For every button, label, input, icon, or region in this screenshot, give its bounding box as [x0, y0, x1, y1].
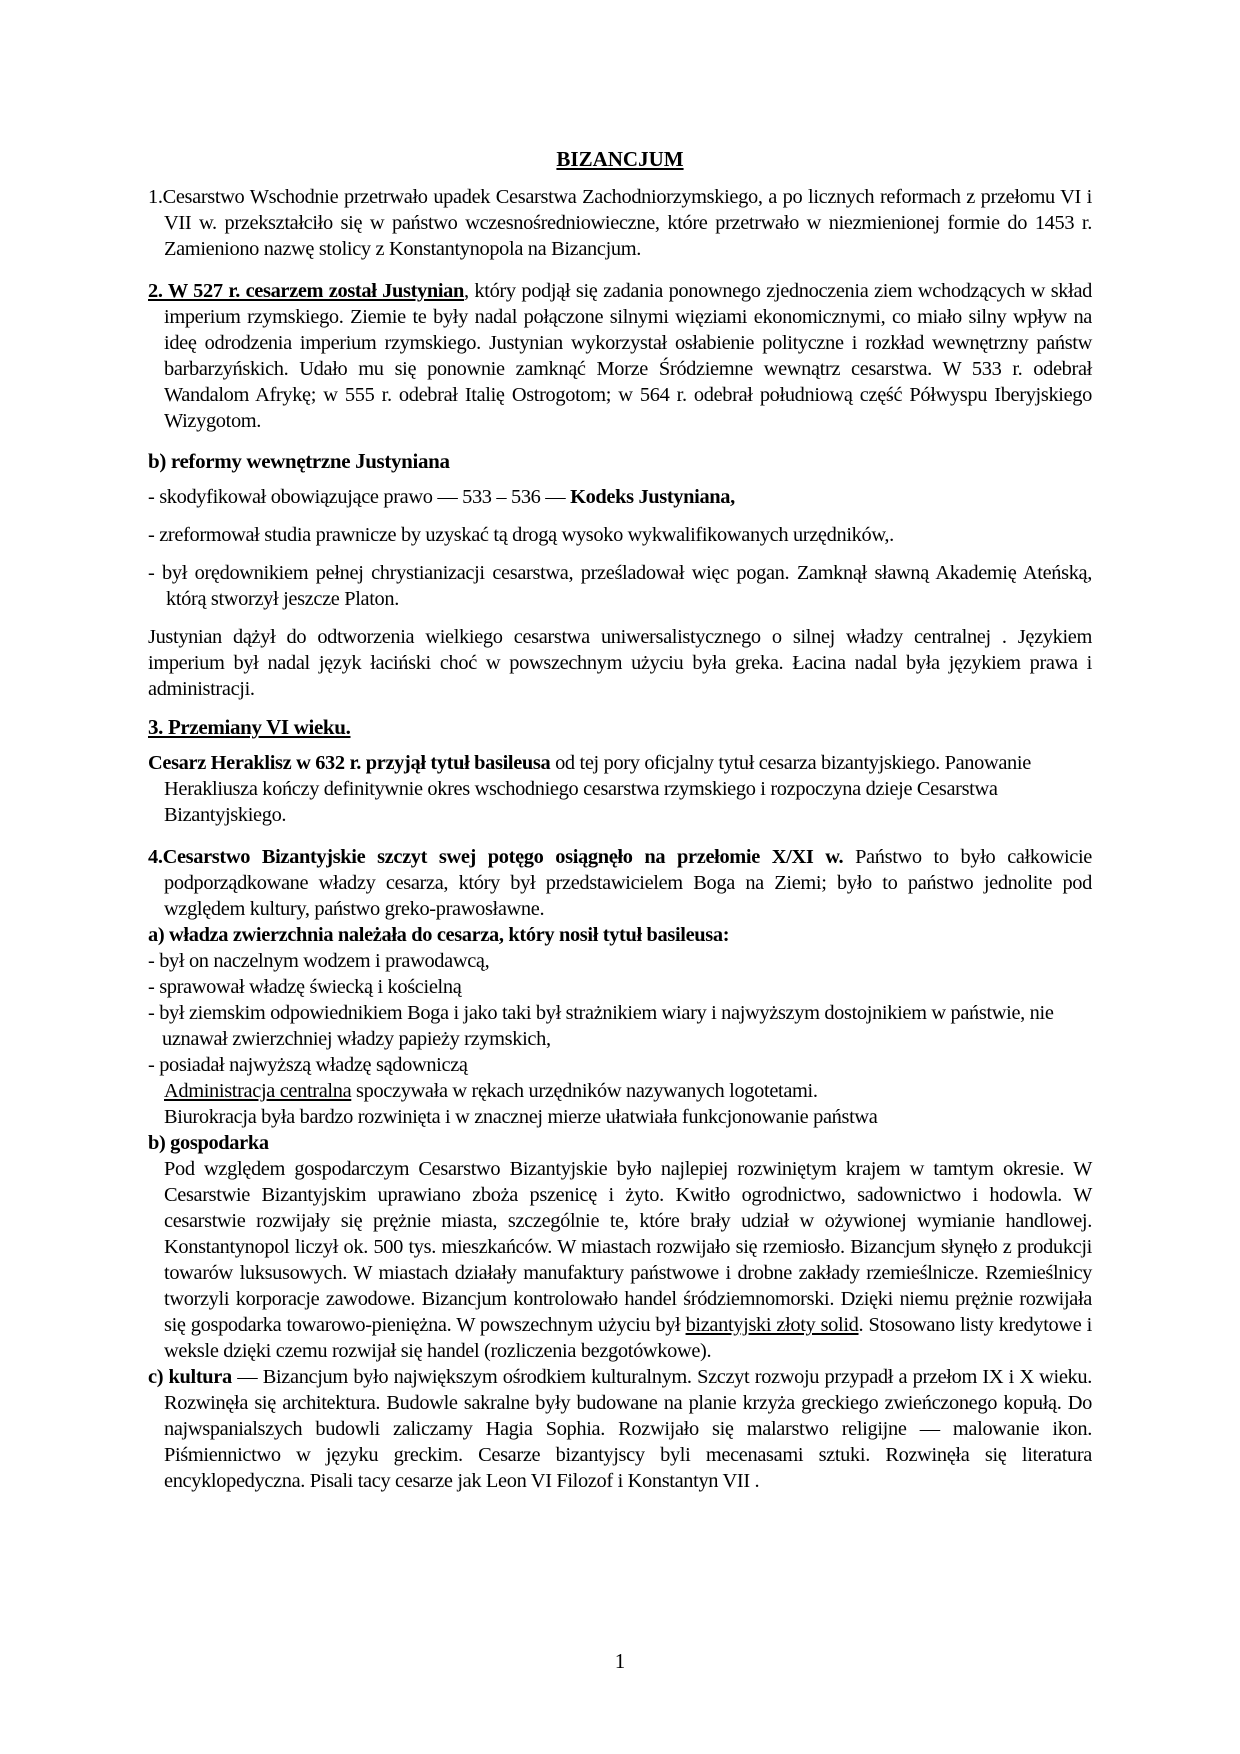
power-item-1: - był on naczelnym wodzem i prawodawcą, — [148, 950, 490, 972]
section-4-text: Państwo to było całkowicie podporządkowane władzy cesarza, który był przedstawicielem Boga na Ziemi; było to państwo jednolite pod względem kultury, państwo greko-prawosławne. — [164, 846, 1093, 920]
reforms-item-2: - zreformował studia prawnicze by uzyskać tą drogą wysoko wykwalifikowanych urzędników,. — [148, 524, 894, 546]
section-3-text: od tej pory oficjalny tytuł cesarza bizantyjskiego. Panowanie Herakliusza kończy definitywnie okres wschodniego cesarstwa rzymskiego i rozpoczyna dzieje Cesarstwa Bizantyjskiego. — [164, 752, 1031, 826]
document-page — [148, 146, 1092, 1494]
reforms-item-1-text: - skodyfikował obowiązujące prawo — 533 – 536 — — [148, 486, 571, 508]
economy-text-2: . Stosowano listy kredytowe i weksle dzięki czemu rozwijał się handel (rozliczenia bezgotówkowe). — [164, 1314, 1092, 1362]
economy-paragraph — [148, 1156, 1092, 1364]
section-3-lead: Cesarz Heraklisz w 632 r. przyjął tytuł basileusa — [148, 752, 551, 774]
section-3-paragraph — [148, 750, 1092, 828]
justinian-summary: Justynian dążył do odtworzenia wielkiego cesarstwa uniwersalistycznego o silnej władzy centralnej . Językiem imperium był nadal język łaciński choć w powszechnym użyciu była greka. Łacina nadal była językiem prawa i administracji. — [148, 626, 1092, 700]
section-4a-heading: a) władza zwierzchnia należała do cesarza, który nosił tytuł basileusa: — [148, 924, 730, 946]
culture-text: — Bizancjum było największym ośrodkiem kulturalnym. Szczyt rozwoju przypadł a przełom IX i X wieku. Rozwinęła się architektura. Budowle sakralne były budowane na planie krzyża greckiego zwieńczonego kopułą. Do najwspanialszych budowli zaliczamy Hagia Sophia. Rozwijało się malarstwo religijne — malowanie ikon. Piśmiennictwo w języku greckim. Cesarze bizantyjscy byli mecenasami sztuki. Rozwinęła się literatura encyklopedyczna. Pisali tacy cesarze jak Leon VI Filozof i Konstantyn VII . — [164, 1366, 1092, 1492]
administration-underlined: Administracja centralna — [164, 1080, 352, 1102]
power-item-2: - sprawował władzę świecką i kościelną — [148, 976, 462, 998]
reforms-heading: b) reformy wewnętrzne Justyniana — [148, 449, 450, 473]
power-item-3: - był ziemskim odpowiednikiem Boga i jako taki był strażnikiem wiary i najwyższym dostojnikiem w państwie, nie uznawał zwierzchniej władzy papieży rzymskich, — [148, 1002, 1054, 1050]
kodeks-justyniana-label: Kodeks Justyniana, — [570, 486, 735, 508]
section-2-lead: 2. W 527 r. cesarzem został Justynian — [148, 280, 465, 302]
section-4c-heading: c) kultura — [148, 1366, 232, 1388]
administration-line — [148, 1078, 1092, 1104]
section-4-lead: 4.Cesarstwo Bizantyjskie szczyt swej potęgo osiągnęło na przełomie X/XI w. — [148, 846, 844, 868]
page-number: 1 — [614, 1649, 626, 1673]
section-4b-heading: b) gospodarka — [148, 1132, 269, 1154]
economy-text-1: Pod względem gospodarczym Cesarstwo Bizantyjskie było najlepiej rozwiniętym krajem w tamtym okresie. W Cesarstwie Bizantyjskim uprawiano zboża pszenicę i żyto. Kwitło ogrodnictwo, sadownictwo i hodowla. W cesarstwie rozwijały się prężnie miasta, szczególnie te, które brały udział w ożywionej wymianie handlowej. Konstantynopol liczył ok. 500 tys. mieszkańców. W miastach rozwijało się rzemiosło. Bizancjum słynęło z produkcji towarów luksusowych. W miastach działały manufaktury państwowe i drobne zakłady rzemieślnicze. Rzemieślnicy tworzyli korporacje zawodowe. Bizancjum kontrolowało handel śródziemnomorski. Dzięki niemu prężnie rozwijała się gospodarka towarowo-pieniężna. W powszechnym użyciu był — [164, 1158, 1092, 1336]
reforms-item-1 — [148, 484, 1092, 510]
reforms-item-3: - był orędownikiem pełnej chrystianizacji cesarstwa, prześladował więc pogan. Zamknął sławną Akademię Ateńską, którą stworzył jeszcze Platon. — [148, 562, 1092, 610]
section-2-paragraph — [148, 278, 1092, 434]
section-2-text: , który podjął się zadania ponownego zjednoczenia ziem wchodzących w skład imperium rzymskiego. Ziemie te były nadal połączone silnymi więziami ekonomicznymi, co miało silny wpływ na ideę odrodzenia imperium rzymskiego. Justynian wykorzystał osłabienie polityczne i rozkład wewnętrzny państw barbarzyńskich. Udało mu się ponownie zamknąć Morze Śródziemne wewnątrz cesarstwa. W 533 r. odebrał Wandalom Afrykę; w 555 r. odebrał Italię Ostrogotom; w 564 r. odebrał południową część Półwyspu Iberyjskiego Wizygotom. — [164, 280, 1092, 432]
section-3-heading: 3. Przemiany VI wieku. — [148, 715, 351, 739]
culture-paragraph — [148, 1364, 1092, 1494]
section-1-paragraph: 1.Cesarstwo Wschodnie przetrwało upadek Cesarstwa Zachodniorzymskiego, a po licznych reformach z przełomu VI i VII w. przekształciło się w państwo wczesnośredniowieczne, które przetrwało w niezmienionej formie do 1453 r. Zamieniono nazwę stolicy z Konstantynopola na Bizancjum. — [148, 186, 1092, 260]
section-4-paragraph — [148, 844, 1092, 922]
power-item-4: - posiadał najwyższą władzę sądowniczą — [148, 1054, 468, 1076]
document-title: BIZANCJUM — [556, 147, 684, 171]
solid-underlined: bizantyjski złoty solid — [685, 1314, 859, 1336]
bureaucracy-line: Biurokracja była bardzo rozwinięta i w znacznej mierze ułatwiała funkcjonowanie państwa — [164, 1106, 878, 1128]
administration-text: spoczywała w rękach urzędników nazywanych logotetami. — [351, 1080, 818, 1102]
